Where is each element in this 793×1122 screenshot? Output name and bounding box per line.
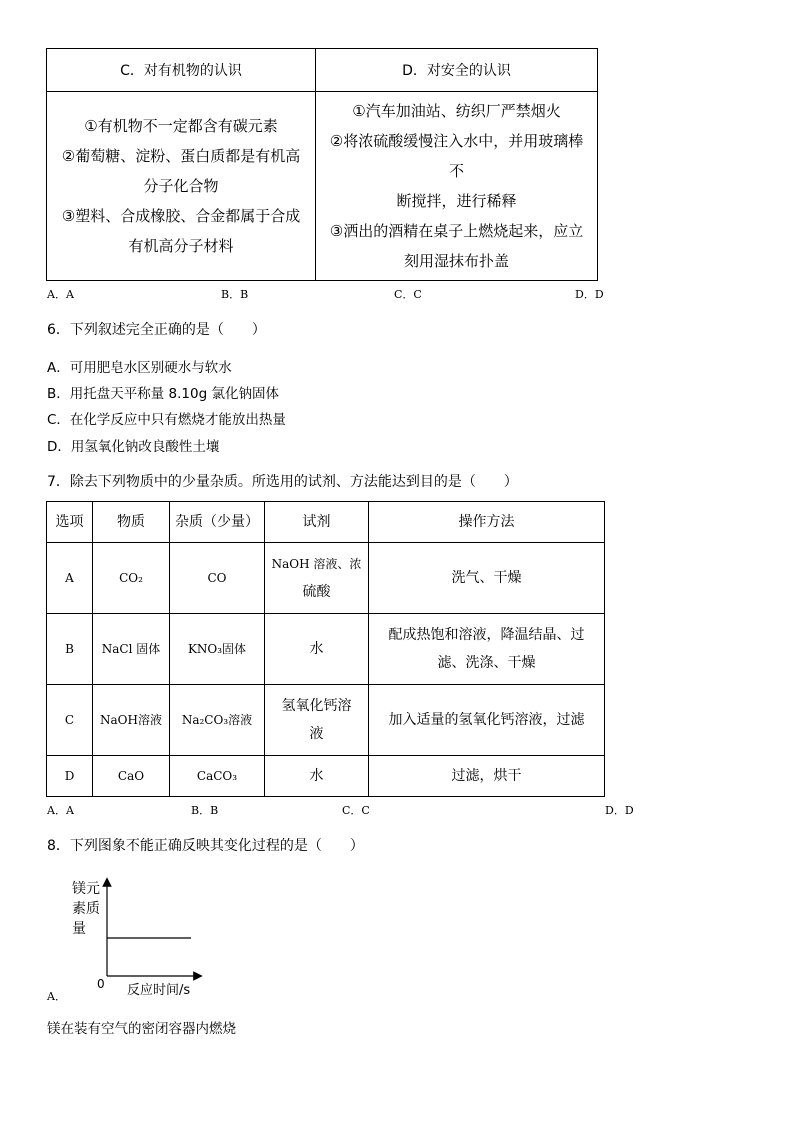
th-method: 操作方法 — [369, 502, 605, 543]
header-d: D．对安全的认识 — [316, 49, 598, 92]
th-impurity: 杂质（少量） — [170, 502, 265, 543]
d-line-2: ②将浓硫酸缓慢注入水中，并用玻璃棒 — [329, 132, 584, 150]
d-line-4: 断搅拌，进行稀释 — [396, 192, 517, 210]
d-line-1: ①汽车加油站、纺织厂严禁烟火 — [352, 102, 561, 120]
d-line-5: ③洒出的酒精在桌子上燃烧起来，应立 — [329, 222, 584, 240]
q8-stem: 8．下列图象不能正确反映其变化过程的是（ ） — [47, 838, 364, 854]
row-c-method: 加入适量的氢氧化钙溶液，过滤 — [369, 685, 605, 756]
th-substance: 物质 — [93, 502, 170, 543]
c-line-5: 有机高分子材料 — [128, 237, 234, 255]
y-label-line-3: 量 — [72, 921, 86, 937]
table-row — [47, 685, 605, 756]
d-line-6: 刻用湿抹布扑盖 — [403, 252, 509, 270]
row-c-reagent-line1: 氢氧化钙溶 — [281, 698, 352, 714]
row-a-reagent-line1: NaOH 溶液、浓 — [271, 557, 362, 571]
table-row — [47, 614, 605, 685]
y-label-line-2: 素质 — [72, 901, 100, 917]
q5-option-d[interactable]: D．D — [575, 288, 604, 301]
row-b-reagent: 水 — [265, 614, 369, 685]
y-label-line-1: 镁元 — [72, 881, 100, 897]
row-d-reagent: 水 — [265, 756, 369, 797]
row-b-method — [369, 614, 605, 685]
row-c-impurity: Na₂CO₃溶液 — [170, 685, 265, 756]
row-b-impurity: KNO₃固体 — [170, 614, 265, 685]
q6-option-c[interactable]: C．在化学反应中只有燃烧才能放出热量 — [47, 412, 286, 428]
q7-stem: 7．除去下列物质中的少量杂质。所选用的试剂、方法能达到目的是（ ） — [47, 474, 518, 490]
header-c: C．对有机物的认识 — [47, 49, 316, 92]
q7-option-d[interactable]: D．D — [605, 804, 634, 817]
row-b-substance: NaCl 固体 — [93, 614, 170, 685]
row-a-option: A — [47, 543, 93, 614]
q8-option-a[interactable]: A． — [47, 990, 66, 1003]
row-d-substance: CaO — [93, 756, 170, 797]
table-impurity-removal — [46, 501, 605, 797]
q7-option-c[interactable]: C．C — [342, 804, 370, 817]
row-b-option: B — [47, 614, 93, 685]
c-line-2: ②葡萄糖、淀粉、蛋白质都是有机高 — [61, 147, 301, 165]
q6-stem: 6．下列叙述完全正确的是（ ） — [47, 322, 266, 338]
c-line-4: ③塑料、合成橡胶、合金都属于合成 — [61, 207, 301, 225]
q5-option-b[interactable]: B．B — [221, 288, 249, 301]
row-d-method: 过滤，烘干 — [369, 756, 605, 797]
x-axis-label: 反应时间/s — [127, 983, 191, 998]
row-c-option: C — [47, 685, 93, 756]
q5-option-c[interactable]: C．C — [394, 288, 422, 301]
th-reagent: 试剂 — [265, 502, 369, 543]
d-line-3: 不 — [448, 162, 464, 180]
row-a-reagent — [265, 543, 369, 614]
table-organic-safety — [46, 48, 598, 281]
th-option: 选项 — [47, 502, 93, 543]
row-b-method-line1: 配成热饱和溶液，降温结晶、过 — [388, 627, 585, 643]
q6-option-d[interactable]: D．用氢氧化钠改良酸性土壤 — [47, 439, 220, 455]
q7-option-b[interactable]: B．B — [191, 804, 219, 817]
table-row — [47, 756, 605, 797]
c-line-1: ①有机物不一定都含有碳元素 — [84, 117, 278, 135]
origin-label: 0 — [97, 977, 105, 991]
table-row — [47, 543, 605, 614]
row-c-reagent-line2: 液 — [309, 726, 324, 742]
row-a-method: 洗气、干燥 — [369, 543, 605, 614]
magnesium-mass-chart — [60, 875, 220, 1000]
c-line-3: 分子化合物 — [143, 177, 219, 195]
cell-d-content — [316, 92, 598, 281]
row-b-method-line2: 滤、洗涤、干燥 — [437, 655, 536, 671]
row-a-reagent-line2: 硫酸 — [302, 584, 331, 600]
q6-option-a[interactable]: A．可用肥皂水区别硬水与软水 — [47, 360, 232, 376]
q7-option-a[interactable]: A．A — [47, 804, 74, 817]
row-a-impurity: CO — [170, 543, 265, 614]
row-a-substance: CO₂ — [93, 543, 170, 614]
row-c-reagent — [265, 685, 369, 756]
row-d-option: D — [47, 756, 93, 797]
row-d-impurity: CaCO₃ — [170, 756, 265, 797]
cell-c-content — [47, 92, 316, 281]
q6-option-b[interactable]: B．用托盘天平称量 8.10g 氯化钠固体 — [47, 386, 279, 402]
q8-option-a-caption: 镁在装有空气的密闭容器内燃烧 — [47, 1021, 236, 1037]
row-c-substance: NaOH溶液 — [93, 685, 170, 756]
q5-option-a[interactable]: A．A — [47, 288, 74, 301]
